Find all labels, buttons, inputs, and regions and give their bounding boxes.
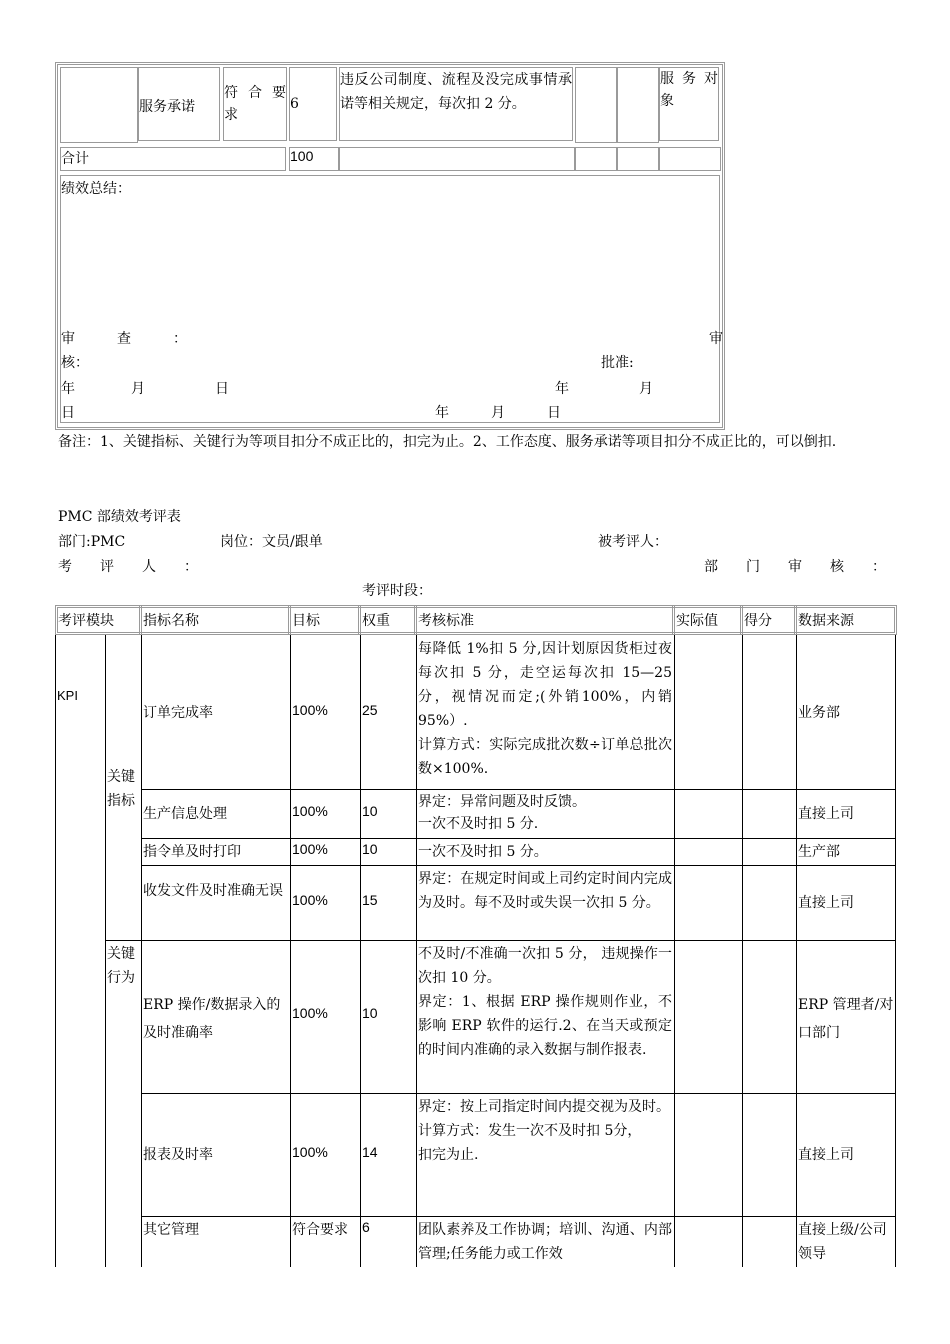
dept-review-label: 部 门 审 核 ： <box>704 559 886 575</box>
row-name: 订单完成率 <box>143 705 213 721</box>
row-weight: 10 <box>362 841 378 857</box>
header-target: 目标 <box>292 613 320 629</box>
group-key-behavior: 关键行为 <box>107 946 135 986</box>
group-key-indicator: 关键指标 <box>107 769 135 809</box>
row-standard: 界定：在规定时间或上司约定时间内完成为及时。每不及时或失误一次扣 5 分。 <box>418 871 672 911</box>
post-label: 岗位：文员/跟单 <box>220 534 323 550</box>
t1-service-standard: 违反公司制度、流程及没完成事情承诺等相关规定，每次扣 2 分。 <box>339 67 573 141</box>
period-label: 考评时段： <box>362 583 432 599</box>
row-source: 直接上司 <box>798 806 854 822</box>
row-weight: 10 <box>362 1005 378 1021</box>
dept-label: 部门:PMC <box>58 534 126 550</box>
note-text: 备注：1、关键指标、关键行为等项目扣分不成正比的，扣完为止。2、工作态度、服务承诺等项目扣分不成正比的，可以倒扣. <box>58 434 837 450</box>
header-weight: 权重 <box>362 613 390 629</box>
date-line-2b: 年 月 日 <box>435 405 561 421</box>
t1-row-service <box>58 65 722 145</box>
date-line-1b: 年 月 <box>555 381 653 397</box>
t1-total-value: 100 <box>289 147 339 171</box>
header-actual: 实际值 <box>676 613 718 629</box>
t1-service-item: 服务承诺 <box>138 67 220 141</box>
t1-cell-empty <box>60 67 138 143</box>
t1-cell-empty <box>575 147 617 171</box>
review-label: 审 查 ： <box>61 331 187 347</box>
row-source: 直接上司 <box>798 1147 854 1163</box>
audit-label: 审 <box>709 331 723 347</box>
row-weight: 25 <box>362 702 378 718</box>
t1-cell-empty <box>339 147 575 171</box>
t1-cell-empty <box>575 67 617 143</box>
t1-total-label: 合计 <box>60 147 286 171</box>
row-standard: 界定：异常问题及时反馈。 一次不及时扣 5 分. <box>418 794 586 832</box>
t1-cell-empty <box>659 147 721 171</box>
t1-cell-empty <box>617 147 659 171</box>
row-target: 100% <box>292 702 328 718</box>
row-name: 收发文件及时准确无误 <box>143 883 283 899</box>
row-name: 报表及时率 <box>143 1147 213 1163</box>
row-standard: 不及时/不准确一次扣 5 分， 违规操作一次扣 10 分。 界定：1、根据 ERP 操作规则作业，不影响 ERP 软件的运行.2、在当天或预定的时间内准确的录入数据与制作报表. <box>418 946 672 1058</box>
row-target: 100% <box>292 841 328 857</box>
previous-table <box>55 62 725 430</box>
row-source: 业务部 <box>798 705 840 721</box>
date-line-1a: 年 月 日 <box>61 381 229 397</box>
t1-service-target: 符 合 要求 <box>223 67 287 141</box>
header-name: 指标名称 <box>143 613 199 629</box>
row-source: 直接上司 <box>798 895 854 911</box>
row-weight: 15 <box>362 892 378 908</box>
row-source: ERP 管理者/对口部门 <box>798 997 894 1041</box>
appraiser-label: 考 评 人 ： <box>58 559 198 575</box>
appraisee-label: 被考评人： <box>598 534 668 550</box>
row-standard: 一次不及时扣 5 分。 <box>418 844 548 860</box>
audit-label-cont: 核： <box>61 355 89 371</box>
approve-label: 批准: <box>601 355 634 371</box>
header-standard: 考核标准 <box>418 613 474 629</box>
header-score: 得分 <box>744 613 772 629</box>
header-source: 数据来源 <box>798 613 854 629</box>
summary-label: 绩效总结： <box>61 181 131 197</box>
row-target: 100% <box>292 1005 328 1021</box>
row-target: 100% <box>292 892 328 908</box>
appraisal-table <box>55 605 897 1267</box>
t1-cell-empty <box>617 67 659 143</box>
row-name: ERP 操作/数据录入的及时准确率 <box>143 997 281 1041</box>
row-target: 100% <box>292 803 328 819</box>
date-line-2a: 日 <box>61 405 75 421</box>
row-source: 生产部 <box>798 844 840 860</box>
row-name: 其它管理 <box>143 1222 199 1238</box>
row-target: 符合要求 <box>292 1222 348 1238</box>
t1-service-weight: 6 <box>289 67 337 141</box>
row-source: 直接上级/公司领导 <box>798 1222 887 1262</box>
t1-summary-cell <box>60 175 723 423</box>
t1-service-source: 服 务 对象 <box>659 67 719 141</box>
header-module: 考评模块 <box>58 613 114 629</box>
row-target: 100% <box>292 1144 328 1160</box>
form-title: PMC 部绩效考评表 <box>58 509 181 525</box>
module-kpi: KPI <box>57 688 78 703</box>
row-weight: 10 <box>362 803 378 819</box>
row-standard: 界定：按上司指定时间内提交视为及时。 计算方式：发生一次不及时扣 5分， 扣完为止. <box>418 1099 670 1163</box>
row-name: 生产信息处理 <box>143 806 227 822</box>
row-standard: 团队素养及工作协调；培训、沟通、内部管理;任务能力或工作效 <box>418 1222 672 1262</box>
row-standard: 每降低 1%扣 5 分,因计划原因货柜过夜每次扣 5 分，走空运每次扣 15—25 分，视情况而定;(外销100%，内销 95%）. 计算方式：实际完成批次数÷订单总批次数×100%. <box>418 641 672 777</box>
t1-row-total <box>58 145 722 173</box>
row-weight: 6 <box>362 1219 370 1235</box>
row-name: 指令单及时打印 <box>143 844 241 860</box>
row-weight: 14 <box>362 1144 378 1160</box>
